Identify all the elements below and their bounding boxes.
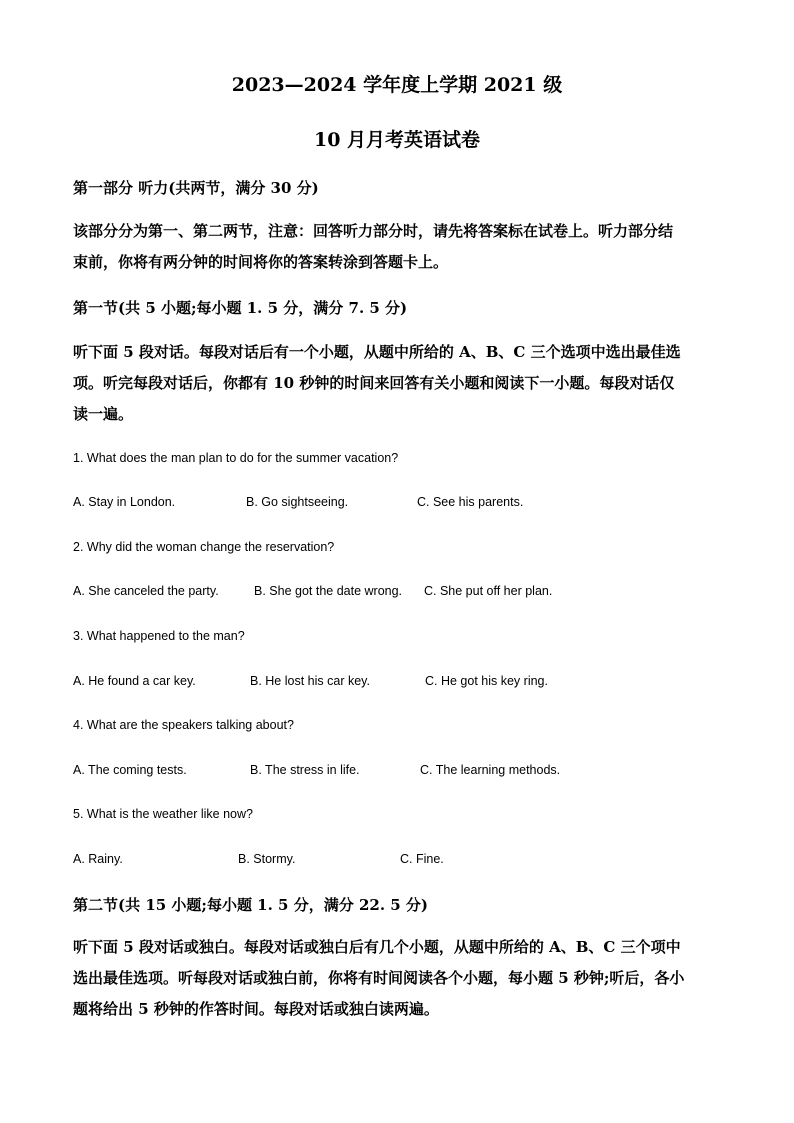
section2-instr-line1: 听下面 5 段对话或独白。每段对话或独白后有几个小题，从题中所给的 A、B、C 三个项中 [73, 938, 681, 956]
question-4-option-b: B. The stress in life. [250, 763, 360, 777]
section2-instr-line3: 题将给出 5 秒钟的作答时间。每段对话或独白读两遍。 [73, 1000, 439, 1018]
question-5-option-c: C. Fine. [400, 852, 444, 866]
question-2-option-a: A. She canceled the party. [73, 584, 219, 598]
question-4-option-c: C. The learning methods. [420, 763, 561, 777]
question-3-option-a: A. He found a car key. [73, 674, 196, 688]
part1-intro-line2: 束前，你将有两分钟的时间将你的答案转涂到答题卡上。 [73, 253, 449, 271]
question-1-option-b: B. Go sightseeing. [246, 495, 349, 509]
question-4: 4. What are the speakers talking about? [73, 718, 294, 732]
question-3-option-c: C. He got his key ring. [425, 674, 548, 688]
question-2-option-b: B. She got the date wrong. [254, 584, 403, 598]
section1-instr-line2: 项。听完每段对话后，你都有 10 秒钟的时间来回答有关小题和阅读下一小题。每段对话仅 [73, 374, 675, 392]
question-5-option-a: A. Rainy. [73, 852, 123, 866]
question-2: 2. Why did the woman change the reservation? [73, 540, 335, 554]
section2-heading: 第二节(共 15 小题;每小题 1. 5 分，满分 22. 5 分) [73, 896, 429, 914]
question-1-option-a: A. Stay in London. [73, 495, 176, 509]
question-3-option-b: B. He lost his car key. [250, 674, 370, 688]
section2-instructions [73, 932, 723, 1025]
question-5: 5. What is the weather like now? [73, 807, 253, 821]
question-4-option-a: A. The coming tests. [73, 763, 187, 777]
part1-heading: 第一部分 听力(共两节，满分 30 分) [73, 179, 319, 197]
section1-instr-line3: 读一遍。 [73, 405, 134, 423]
question-2-option-c: C. She put off her plan. [424, 584, 553, 598]
part1-intro [73, 216, 723, 278]
part1-intro-line1: 该部分分为第一、第二两节，注意：回答听力部分时，请先将答案标在试卷上。听力部分结 [73, 222, 674, 240]
question-1: 1. What does the man plan to do for the summer vacation? [73, 451, 399, 465]
section1-instructions [73, 337, 723, 430]
exam-title-line1: 2023—2024 学年度上学期 2021 级 [231, 74, 563, 96]
question-3: 3. What happened to the man? [73, 629, 245, 643]
section1-heading: 第一节(共 5 小题;每小题 1. 5 分，满分 7. 5 分) [73, 299, 408, 317]
section2-instr-line2: 选出最佳选项。听每段对话或独白前，你将有时间阅读各个小题，每小题 5 秒钟;听后，各小 [73, 969, 685, 987]
question-5-option-b: B. Stormy. [238, 852, 296, 866]
exam-title-line2: 10 月月考英语试卷 [313, 129, 481, 151]
question-1-option-c: C. See his parents. [417, 495, 524, 509]
section1-instr-line1: 听下面 5 段对话。每段对话后有一个小题，从题中所给的 A、B、C 三个选项中选出最佳选 [73, 343, 681, 361]
